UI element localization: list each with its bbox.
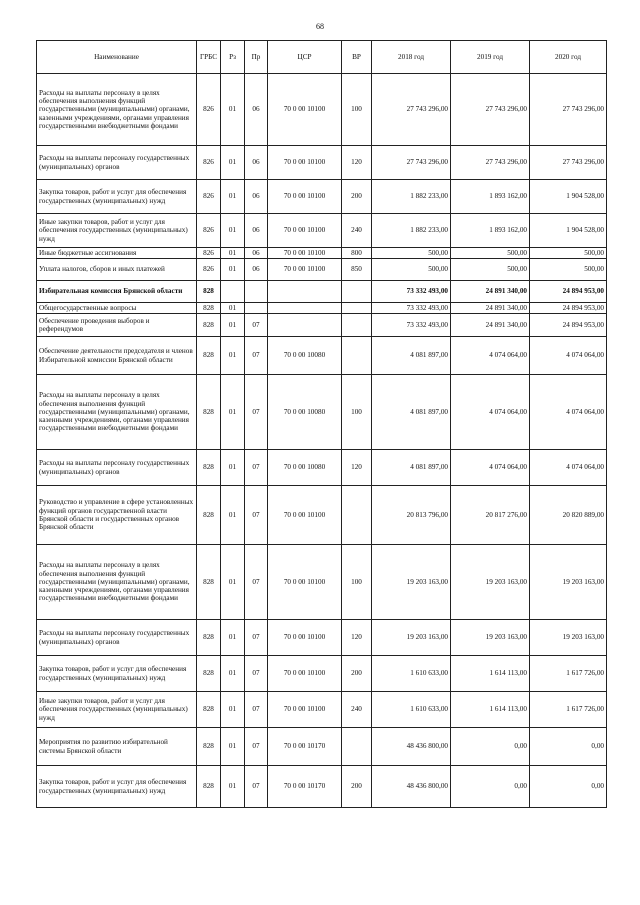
cell-csr: 70 0 00 10100 [268,74,342,146]
cell-name: Закупка товаров, работ и услуг для обеспечения государственных (муниципальных) нужд [37,656,197,692]
cell-pr: 06 [245,180,268,214]
cell-name: Обеспечение проведения выборов и референдумов [37,314,197,337]
cell-y2018: 1 882 233,00 [372,214,451,248]
cell-grbs: 828 [197,303,221,314]
cell-y2020: 4 074 064,00 [530,450,607,486]
page-number: 68 [316,22,324,31]
cell-y2018: 500,00 [372,248,451,259]
cell-y2019: 0,00 [451,728,530,766]
cell-grbs: 828 [197,545,221,620]
cell-grbs: 828 [197,281,221,303]
cell-y2019: 1 893 162,00 [451,214,530,248]
cell-vr: 800 [342,248,372,259]
cell-name: Иные бюджетные ассигнования [37,248,197,259]
cell-grbs: 828 [197,766,221,808]
cell-csr: 70 0 00 10100 [268,259,342,281]
cell-name: Расходы на выплаты персоналу в целях обеспечения выполнения функций государственными (муниципальными) органами, казенными учреждениями, органами управления государственными внебюджетными фондами [37,545,197,620]
cell-rz: 01 [221,620,245,656]
cell-pr: 07 [245,337,268,375]
cell-y2020: 19 203 163,00 [530,620,607,656]
cell-pr: 06 [245,146,268,180]
cell-name: Мероприятия по развитию избирательной системы Брянской области [37,728,197,766]
cell-rz: 01 [221,337,245,375]
cell-y2018: 4 081 897,00 [372,450,451,486]
table-row [37,692,607,728]
cell-y2020: 19 203 163,00 [530,545,607,620]
cell-rz: 01 [221,259,245,281]
cell-pr: 06 [245,248,268,259]
cell-y2020: 27 743 296,00 [530,146,607,180]
table-row [37,314,607,337]
cell-name: Уплата налогов, сборов и иных платежей [37,259,197,281]
cell-y2019: 27 743 296,00 [451,146,530,180]
cell-grbs: 826 [197,146,221,180]
cell-vr: 200 [342,180,372,214]
cell-rz: 01 [221,728,245,766]
cell-vr [342,337,372,375]
cell-csr: 70 0 00 10080 [268,450,342,486]
header-2018: 2018 год [372,41,451,74]
cell-name: Расходы на выплаты персоналу государственных (муниципальных) органов [37,620,197,656]
cell-y2019: 19 203 163,00 [451,545,530,620]
header-rz: Рз [221,41,245,74]
cell-y2019: 20 817 276,00 [451,486,530,545]
cell-y2020: 27 743 296,00 [530,74,607,146]
cell-rz: 01 [221,450,245,486]
cell-name: Расходы на выплаты персоналу государственных (муниципальных) органов [37,146,197,180]
header-vr: ВР [342,41,372,74]
cell-y2020: 24 894 953,00 [530,281,607,303]
cell-pr: 07 [245,620,268,656]
cell-y2018: 73 332 493,00 [372,303,451,314]
cell-vr: 240 [342,214,372,248]
cell-vr: 100 [342,375,372,450]
table-row [37,728,607,766]
cell-y2019: 4 074 064,00 [451,375,530,450]
cell-rz: 01 [221,146,245,180]
cell-y2019: 24 891 340,00 [451,303,530,314]
cell-csr: 70 0 00 10100 [268,146,342,180]
cell-vr: 200 [342,766,372,808]
cell-rz [221,281,245,303]
cell-rz: 01 [221,692,245,728]
cell-pr [245,281,268,303]
cell-y2018: 27 743 296,00 [372,146,451,180]
cell-grbs: 828 [197,656,221,692]
table-row [37,146,607,180]
cell-pr: 07 [245,375,268,450]
cell-vr: 120 [342,450,372,486]
header-grbs: ГРБС [197,41,221,74]
cell-vr: 100 [342,74,372,146]
cell-y2019: 24 891 340,00 [451,314,530,337]
cell-rz: 01 [221,248,245,259]
table-row [37,375,607,450]
cell-y2019: 0,00 [451,766,530,808]
cell-y2019: 500,00 [451,248,530,259]
cell-csr: 70 0 00 10170 [268,728,342,766]
cell-csr: 70 0 00 10170 [268,766,342,808]
cell-name: Иные закупки товаров, работ и услуг для обеспечения государственных (муниципальных) нужд [37,214,197,248]
cell-vr: 120 [342,620,372,656]
table-row [37,74,607,146]
cell-pr: 07 [245,545,268,620]
cell-vr: 200 [342,656,372,692]
cell-csr: 70 0 00 10100 [268,545,342,620]
cell-y2018: 4 081 897,00 [372,375,451,450]
cell-y2018: 48 436 800,00 [372,728,451,766]
cell-y2020: 0,00 [530,766,607,808]
cell-grbs: 828 [197,450,221,486]
cell-y2018: 73 332 493,00 [372,281,451,303]
cell-csr: 70 0 00 10100 [268,248,342,259]
cell-y2019: 1 614 113,00 [451,692,530,728]
cell-grbs: 828 [197,337,221,375]
header-csr: ЦСР [268,41,342,74]
cell-y2019: 24 891 340,00 [451,281,530,303]
cell-y2020: 1 617 726,00 [530,656,607,692]
cell-vr: 100 [342,545,372,620]
cell-y2018: 48 436 800,00 [372,766,451,808]
table-header-row [37,41,607,74]
table-row [37,303,607,314]
cell-y2019: 1 893 162,00 [451,180,530,214]
cell-vr [342,281,372,303]
cell-csr: 70 0 00 10100 [268,692,342,728]
cell-grbs: 826 [197,214,221,248]
cell-pr: 07 [245,450,268,486]
table-row [37,259,607,281]
cell-y2018: 1 610 633,00 [372,656,451,692]
table-row [37,656,607,692]
cell-name: Общегосударственные вопросы [37,303,197,314]
cell-vr [342,314,372,337]
cell-grbs: 828 [197,486,221,545]
cell-csr: 70 0 00 10100 [268,214,342,248]
cell-y2020: 1 904 528,00 [530,214,607,248]
cell-rz: 01 [221,545,245,620]
header-pr: Пр [245,41,268,74]
cell-y2018: 4 081 897,00 [372,337,451,375]
header-2019: 2019 год [451,41,530,74]
table-row [37,486,607,545]
cell-y2020: 1 617 726,00 [530,692,607,728]
cell-y2018: 1 610 633,00 [372,692,451,728]
cell-name: Расходы на выплаты персоналу в целях обеспечения выполнения функций государственными (муниципальными) органами, казенными учреждениями, органами управления государственными внебюджетными фондами [37,375,197,450]
cell-pr: 06 [245,74,268,146]
cell-grbs: 826 [197,259,221,281]
cell-name: Расходы на выплаты персоналу государственных (муниципальных) органов [37,450,197,486]
cell-y2020: 4 074 064,00 [530,337,607,375]
cell-name: Закупка товаров, работ и услуг для обеспечения государственных (муниципальных) нужд [37,180,197,214]
cell-y2020: 24 894 953,00 [530,303,607,314]
budget-table [36,40,607,808]
cell-vr: 850 [342,259,372,281]
cell-y2018: 27 743 296,00 [372,74,451,146]
cell-rz: 01 [221,74,245,146]
table-row [37,620,607,656]
cell-rz: 01 [221,314,245,337]
cell-vr [342,486,372,545]
cell-pr: 07 [245,692,268,728]
cell-name: Обеспечение деятельности председателя и членов Избирательной комиссии Брянской области [37,337,197,375]
table-row [37,545,607,620]
table-row [37,214,607,248]
cell-y2019: 4 074 064,00 [451,450,530,486]
table-row [37,248,607,259]
cell-y2018: 19 203 163,00 [372,545,451,620]
cell-csr [268,314,342,337]
cell-rz: 01 [221,766,245,808]
cell-csr: 70 0 00 10100 [268,486,342,545]
cell-y2018: 500,00 [372,259,451,281]
cell-rz: 01 [221,180,245,214]
header-2020: 2020 год [530,41,607,74]
cell-y2019: 27 743 296,00 [451,74,530,146]
cell-grbs: 828 [197,620,221,656]
cell-y2020: 4 074 064,00 [530,375,607,450]
cell-name: Избирательная комиссия Брянской области [37,281,197,303]
cell-y2020: 500,00 [530,248,607,259]
cell-pr [245,303,268,314]
header-name: Наименование [37,41,197,74]
cell-csr: 70 0 00 10080 [268,337,342,375]
cell-grbs: 826 [197,74,221,146]
cell-vr: 240 [342,692,372,728]
cell-rz: 01 [221,303,245,314]
cell-pr: 07 [245,314,268,337]
cell-grbs: 828 [197,692,221,728]
cell-csr [268,303,342,314]
cell-y2020: 0,00 [530,728,607,766]
cell-y2019: 4 074 064,00 [451,337,530,375]
cell-rz: 01 [221,214,245,248]
table-row [37,337,607,375]
cell-y2020: 24 894 953,00 [530,314,607,337]
cell-name: Закупка товаров, работ и услуг для обеспечения государственных (муниципальных) нужд [37,766,197,808]
cell-y2020: 20 820 889,00 [530,486,607,545]
cell-pr: 07 [245,656,268,692]
cell-name: Расходы на выплаты персоналу в целях обеспечения выполнения функций государственными (муниципальными) органами, казенными учреждениями, органами управления государственными внебюджетными фондами [37,74,197,146]
cell-csr: 70 0 00 10100 [268,656,342,692]
cell-y2018: 1 882 233,00 [372,180,451,214]
cell-y2019: 500,00 [451,259,530,281]
cell-vr: 120 [342,146,372,180]
cell-name: Иные закупки товаров, работ и услуг для обеспечения государственных (муниципальных) нужд [37,692,197,728]
table-row [37,766,607,808]
cell-pr: 06 [245,214,268,248]
cell-pr: 06 [245,259,268,281]
table-row [37,281,607,303]
cell-pr: 07 [245,486,268,545]
cell-rz: 01 [221,375,245,450]
cell-pr: 07 [245,728,268,766]
cell-vr [342,728,372,766]
cell-y2018: 19 203 163,00 [372,620,451,656]
cell-csr: 70 0 00 10100 [268,620,342,656]
cell-grbs: 826 [197,248,221,259]
cell-csr: 70 0 00 10080 [268,375,342,450]
cell-y2018: 73 332 493,00 [372,314,451,337]
table-row [37,180,607,214]
cell-grbs: 828 [197,728,221,766]
cell-grbs: 828 [197,375,221,450]
cell-rz: 01 [221,486,245,545]
cell-rz: 01 [221,656,245,692]
cell-y2018: 20 813 796,00 [372,486,451,545]
cell-grbs: 828 [197,314,221,337]
table-row [37,450,607,486]
cell-name: Руководство и управление в сфере установленных функций органов государственной власти Брянской области и государственных органов Брянской области [37,486,197,545]
cell-y2020: 1 904 528,00 [530,180,607,214]
cell-y2019: 19 203 163,00 [451,620,530,656]
cell-y2020: 500,00 [530,259,607,281]
cell-grbs: 826 [197,180,221,214]
cell-vr [342,303,372,314]
cell-csr: 70 0 00 10100 [268,180,342,214]
cell-csr [268,281,342,303]
cell-y2019: 1 614 113,00 [451,656,530,692]
cell-pr: 07 [245,766,268,808]
